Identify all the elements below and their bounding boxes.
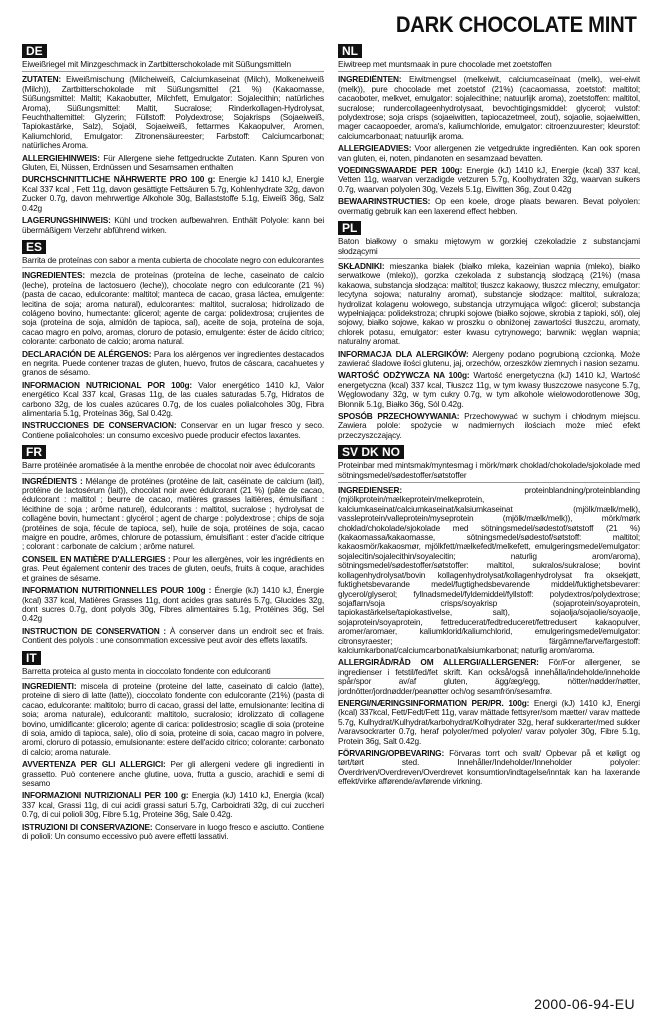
storage-text-it: Conservare in luogo fresco e asciutto. Contiene di polioli: Un consumo eccessivo può avere effetti lassativi. <box>22 821 325 842</box>
ingredients-heading-es: INGREDIENTES: <box>22 270 86 281</box>
nutrition-text-es: Valor energético 1410 kJ, Valor energético Kcal 337 kcal, Grasas 11g, de las cuales saturadas 5.7g, Hidratos de carbono 32g, de los cuales azúcares 0.7g, de los cuales polialcoholes 30g, Fibra alimentaria 5.1g, Proteínas 36g, Sal 0.42g. <box>22 379 324 418</box>
language-tag-sv-dk-no: SV DK NO <box>338 445 404 459</box>
storage-heading-nl: BEWAARINSTRUCTIES: <box>338 196 431 207</box>
allergy-heading-sv-dk-no: ALLERGIRÅD/RÅD OM ALLERGI/ALLERGENER: <box>338 657 539 668</box>
ingredients-de <box>22 75 324 150</box>
language-tag-it: IT <box>22 651 41 665</box>
allergy-heading-pl: INFORMACJA DLA ALERGIKÓW: <box>338 348 469 359</box>
intro-fr: Barre protéinée aromatisée à la menthe enrobée de chocolat noir avec édulcorants <box>22 461 324 473</box>
nutrition-text-nl: Energie (kJ) 1410 kJ, Energie (kcal) 337 kcal, Vetten 11g, waarvan verzadigde vetzuren 5.7g, Koolhydraten 32g, waarvan suikers 0.7g, waarvan polyolen 30g, Vezels 5.1g, Eiwitten 36g, Zout 0.42g <box>338 165 641 194</box>
allergy-heading-it: AVVERTENZA PER GLI ALLERGICI: <box>22 759 166 770</box>
nutrition-heading-it: INFORMAZIONI NUTRIZIONALI PER 100 g: <box>22 790 189 801</box>
language-tag-es: ES <box>22 240 46 254</box>
storage-pl <box>338 412 640 440</box>
nutrition-text-de: Energie kJ 1410 kJ, Energie Kcal 337 kcal , Fett 11g, davon gesättigte Fettsäuren 5.7g, Kohlenhydrate 32g, davon Zucker 0.7g, davon mehrwertige Alkohole 30g, Ballaststoffe 5.1g, Eiweiß 36g, Salz 0.42g <box>22 174 324 213</box>
ingredients-heading-de: ZUTATEN: <box>22 74 62 85</box>
intro-de: Eiweißriegel mit Minzgeschmack in Zartbitterschokolade mit Süßungsmitteln <box>22 60 324 72</box>
storage-heading-pl: SPOSÓB PRZECHOWYWANIA: <box>338 411 460 421</box>
nutrition-it <box>22 791 324 819</box>
ingredients-heading-it: INGREDIENTI: <box>22 680 77 691</box>
storage-text-pl: Przechowywać w suchym i chłodnym miejscu. Zawiera polole: spożycie w nadmiernych ilościach może mieć efekt przeczyszczający. <box>338 411 640 440</box>
nutrition-heading-pl: WARTOŚĆ ODŻYWCZA NA 100g: <box>338 370 470 381</box>
intro-es: Barrita de proteínas con sabor a menta cubierta de chocolate negro con edulcorantes <box>22 256 324 268</box>
ingredients-text-es: mezcla de proteínas (proteína de leche, caseinato de calcio (leche), proteína de lactosuero (leche)), chocolate negro con edulcorante (21 %) (pasta de cacao, edulcorante: maltitol; manteca de cacao, grasa láctea, emulgente: lecitina de soja; aroma natural), edulcorantes: maltitol, sucralosa; hidrolizado de colágeno bovino, humectante: glicerol; agente de carga: polidextrosa; crujientes de soja (proteína de soja, almidón de tapioca, sal), aceite de soja, proteína de soja, cacao magro en polvo, aromas, cloruro de potasio, emulgente: éster de ácido cítrico; colorante: carbonato de calcio; aroma natural. <box>22 270 324 347</box>
nutrition-heading-es: INFORMACION NUTRICIONAL POR 100g: <box>22 379 193 390</box>
nutrition-text-pl: Wartość energetyczna (kJ) 1410 kJ, Wartość energetyczna (kcal) 337 kcal, Tłuszcz 11g, w tym kwasy tłuszczowe nasycone 5.7g, Węglowodany 32g, w tym cukry 0.7g, w tym alkohole wielowodorotlenowe 30g, Błonnik 5.1g, Białko 36g, Sól 0.42g. <box>338 370 641 409</box>
storage-de <box>22 216 324 235</box>
nutrition-heading-nl: VOEDINGSWAARDE PER 100g: <box>338 165 463 176</box>
nutrition-text-fr: Énergie (kJ) 1410 kJ, Énergie (kcal) 337 kcal, Matières Grasses 11g, dont acides gras saturés 5.7g, Glucides 32g, dont sucres 0.7g, dont polyols 30g, Fibres alimentaires 5.1g, Protéines 36g, Sel 0.42g <box>22 585 324 624</box>
nutrition-fr <box>22 586 324 624</box>
allergy-heading-de: ALLERGIEHINWEIS: <box>22 152 100 163</box>
storage-heading-sv-dk-no: FÖRVARING/OPBEVARING: <box>338 748 445 758</box>
storage-fr <box>22 627 324 646</box>
nutrition-text-sv-dk-no: Energi (kJ) 1410 kJ, Energi (kcal) 337kcal, Fett/Fedt/Fett 11g, varav mättade fettsyrer/som mætter/ varav mattede 5.7g, Kulhydrat/Kulhydrat/karbohydrat/Kolhydrater 32g, heraf sukkerarter/med sukker /varavsockrarter 0.7g, heraf polyoler/med polyoler/ varav polyoler 30g, Fibre 5.1g, Protein 36g, Salt 0.42g. <box>338 697 640 746</box>
section-pl <box>338 219 640 440</box>
allergy-text-pl: Alergeny podano pogrubioną czcionką. Może zawierać śladowe ilości glutenu, jaj, orzechów, orzeszków ziemnych i nasion sezamu. <box>338 348 640 368</box>
intro-pl: Baton białkowy o smaku miętowym w gorzkiej czekoladzie z substancjami słodzącymi <box>338 237 640 259</box>
storage-text-sv-dk-no: Förvaras torrt och svalt/ Opbevar på et køligt og tørt/tørt sted. Innehåller/Indeholder/Inneholder polyoler: Överdriven/Overdreven/Overdrevet konsumtion/indtagelse/inntak kan ha laxerande effekt/virke afførende/avførende virkning. <box>338 748 641 787</box>
nutrition-text-it: Energia (kJ) 1410 kJ, Energia (kcal) 337 kcal, Grassi 11g, di cui acidi grassi saturi 5.7g, Carboidrati 32g, di cui zuccheri 0.7g, di cui polioli 30g, Fibre 5.1g, Proteine 36g, Sale 0.42g. <box>22 790 325 820</box>
nutrition-heading-sv-dk-no: ENERGI/NÆRINGSINFORMATION PER/PR. 100g: <box>338 697 530 708</box>
nutrition-pl <box>338 371 640 409</box>
nutrition-nl <box>338 166 640 194</box>
section-it <box>22 649 324 842</box>
ingredients-pl <box>338 262 640 347</box>
ingredients-sv-dk-no <box>338 486 640 655</box>
right-column <box>338 42 640 790</box>
storage-text-nl: Op een koele, droge plaats bewaren. Bevat polyolen: overmatig gebruik kan een laxerend effect hebben. <box>338 196 640 216</box>
ingredients-heading-nl: INGREDIËNTEN: <box>338 74 402 85</box>
storage-heading-es: INSTRUCCIONES DE CONSERVACION: <box>22 420 177 431</box>
storage-sv-dk-no <box>338 749 640 787</box>
allergy-text-es: Para los alérgenos ver ingredientes destacados en negrita. Puede contener trazas de gluten, huevo, frutos de cáscara, cacahuetes y granos de sésamo. <box>22 348 324 378</box>
allergy-nl <box>338 144 640 163</box>
ingredients-heading-pl: SKŁADNIKI: <box>338 260 385 271</box>
language-tag-nl: NL <box>338 44 362 58</box>
nutrition-heading-de: DURCHSCHNITTLICHE NÄHRWERTE PRO 100 g: <box>22 174 216 185</box>
storage-text-es: Conservar en un lugar fresco y seco. Contiene polialcoholes: un consumo excesivo puede producir efectos laxantes. <box>22 420 325 440</box>
nutrition-es <box>22 381 324 419</box>
allergy-text-nl: Voor allergenen zie vetgedrukte ingrediënten. Kan ook sporen van gluten, ei, noten, pindanoten en sesamzaad bevatten. <box>338 143 640 163</box>
nutrition-de <box>22 175 324 213</box>
ingredients-fr <box>22 477 324 552</box>
allergy-es <box>22 350 324 378</box>
section-sv-dk-no <box>338 443 640 786</box>
intro-it: Barretta proteica al gusto menta in cioccolato fondente con edulcoranti <box>22 667 324 679</box>
nutrition-heading-fr: INFORMATION NUTRITIONNELLES POUR 100g : <box>22 585 212 596</box>
ingredients-text-nl: Eiwitmengsel (melkeiwit, calciumcaseïnaat (melk), wei-eiwit (melk)), pure chocolade met zoetstof (21%) (cacaomassa, zoetstof: maltitol; cacaoboter, melkvet, emulgator: sojalecithine; natuurlijk aroma), zoetstoffen: maltitol, sucralose; rundercollageenhydrolysaat, bevochtigingsmiddel: glycerol; vulstof: polydextrose; soja crisps (sojaeiwitten, tapiocazetmeel, zout), sojaolie, sojaeiwitten, mager cacaopoeder, aroma's, kaliumchloride, emulgator: citroenzuurester; kleurstof: calciumcarbonaat; natuurlijk aroma. <box>338 74 640 141</box>
allergy-sv-dk-no <box>338 658 640 696</box>
allergy-text-fr: Pour les allergènes, voir les ingrédients en gras. Peut également contenir des traces de gluten, oeufs, fruits à coque, arachides et graines de sésame. <box>22 553 325 583</box>
allergy-pl <box>338 350 640 369</box>
ingredients-heading-sv-dk-no: INGREDIENSER: <box>338 485 402 496</box>
allergy-heading-nl: ALLERGIEADVIES: <box>338 143 412 154</box>
storage-es <box>22 421 324 440</box>
language-tag-fr: FR <box>22 445 46 459</box>
ingredients-text-de: Eiweißmischung (Milcheiweiß, Calciumkaseinat (Milch), Molkeneiweiß (Milch)), Zartbitterschokolade mit Süßungsmittel (21 %) (Kakaomasse, Süßungsmittel: Maltit; Kakaobutter, Milchfett, Emulgator: Sojalecithin; natürliches Aroma), Süßungsmittel: Maltit, Sucralose; Rinderkollagen-Hydrolysat, Feuchthaltemittel: Glyzerin; Füllstoff: Polydextrose; Sojakrisps (Sojaeiweiß, Tapiokastärke, Salz), Sojaöl, Sojaeiweiß, fettarmes Kakaopulver, Aromen, Kaliumchlorid, Emulgator: Zitronensäureester; Farbstoff: Calciumcarbonat; natürliches Aroma. <box>22 74 324 151</box>
language-tag-pl: PL <box>338 221 361 235</box>
section-de <box>22 42 324 235</box>
ingredients-text-fr: Mélange de protéines (protéine de lait, caséinate de calcium (lait), protéine de lactosérum (lait)), chocolat noir avec édulcorant (21 %) (pâte de cacao, édulcorant : maltitol ; beurre de cacao, matières grasses laitières, émulsifiant : lécithine de soja ; arôme naturel), édulcorants : maltitol, sucralose ; hydrolysat de collagène bovin, humectant : glycérol ; agent de charge : polydextrose ; chips de soja (protéines de soja, fécule de tapioca, sel), huile de soja, protéines de soja, cacao maigre en poudre, arômes, chlorure de potassium, émulsifiant : ester d'acide citrique ; colorant : carbonate de calcium ; arôme naturel. <box>22 475 324 552</box>
ingredients-text-pl: mieszanka białek (białko mleka, kazeinian wapnia (mleko), białko serwatkowe (mleko)), gorzka czekolada z substancją słodzącą (21%) (masa kakaowa, substancja słodząca: maltitol; tłuszcz kakaowy, tłuszcz mleczny, emulgator: lecytyna sojowa; naturalny aromat), substancje słodzące: maltitol, sukraloza; hydrolizat kolagenu wołowego, substancja utrzymująca wilgoć: glicerol; substancja wypełniająca: polidekstroza; chrupki sojowe (białko sojowe, skrobia z tapioki, sól), olej sojowy, białko sojowe, kakao w proszku o obniżonej zawartości tłuszczu, aromaty, chlorek potasu, emulgator: ester kwasu cytrynowego; barwnik: węglan wapnia; naturalny aromat. <box>338 260 640 347</box>
ingredients-text-it: miscela di proteine (proteine del latte, caseinato di calcio (latte), proteine di siero di latte (latte)), cioccolato fondente con edulcorante (21%) (pasta di cacao, edulcorante: maltitolo; burro di cacao, grassi del latte, emulsionante: lecitina di soia; aroma naturale), edulcoranti: maltitolo, sucralosio; idrolizzato di collagene bovino, umidificante: glicerolo; agente di carica: polidestrosio; scaglie di soia (proteine di soia, amido di tapioca, sale), olio di soia, proteine di soia, cacao magro in polvere, aromi, cloruro di potassio, emulsionante: estere dell'acido citrico; colorante: carbonato di calcio; aroma naturale. <box>22 680 325 757</box>
ingredients-it <box>22 682 324 757</box>
storage-nl <box>338 197 640 216</box>
nutrition-sv-dk-no <box>338 699 640 746</box>
storage-text-de: Kühl und trocken aufbewahren. Enthält Polyole: kann bei übermäßigem Verzehr abführend wirken. <box>22 215 325 235</box>
ingredients-heading-fr: INGRÉDIENTS : <box>22 475 83 486</box>
ingredients-nl <box>338 75 640 141</box>
storage-text-fr: À conserver dans un endroit sec et frais. Contient des polyols : une consommation excessive peut avoir des effets laxatifs. <box>22 625 324 646</box>
intro-sv-dk-no: Proteinbar med mintsmak/myntesmag i mörk/mørk choklad/chokolade/sjokolade med sötningsmedel/sødestoffer/søtstoffer <box>338 461 640 483</box>
section-fr <box>22 443 324 645</box>
storage-heading-fr: INSTRUCTION DE CONSERVATION : <box>22 625 167 636</box>
product-code: 2000-06-94-EU <box>534 996 635 1012</box>
storage-heading-it: ISTRUZIONI DI CONSERVAZIONE: <box>22 821 153 832</box>
storage-it <box>22 823 324 842</box>
section-es <box>22 238 324 440</box>
storage-heading-de: LAGERUNGSHINWEIS: <box>22 215 111 226</box>
ingredients-text-sv-dk-no: proteinblandning/proteinblanding (mjölkprotein/mælkeprotein/melkeprotein, kalciumkaseinat/calciumkaseinat/kalsiumkaseinat (mjölk/mælk/melk), vassleprotein/valleprotein/myseprotein (mjölk/mælk/melk)), mörk/mørk choklad/chokolade/sjokolade med sötningsmedel/sødestof/søtstoff (21 %) (kakaomassa/kakaomasse, sötningsmedel/sødestof/søtstoff: maltitol; kakaosmör/kakaosmør, mjölkfett/mælkefedt/melkefett, emulgeringsmedel/emulgator: sojalecitin/sojalecithin/soyalecitin; naturlig arom/aroma), sötningsmedel/sødestoffer/søtstoffer: maltitol, sukralos/sukralose; bovint kollagenhydrolysat/bovin kollagenhydrolysat/kollagenhydrolysat fra oksekjøtt, fuktighetsbevarande medel/fugtighedsbevarende middel/fuktighetsbevarer: glycerol/glyserol; fyllnadsmedel/fyldemiddel/fyllstoff: polydextros/polydextrose; sojaflarn/soja crisps/soyakrisp (sojaprotein/soyaprotein, tapiokastärkelse/tapiokastivelse, salt), sojaolja/sojaolie/soyaolje, sojaprotein/soyaprotein, fettreducerat/fedtreduceret/fettredusert kakaopulver, aromer/aromaer, kaliumklorid/kaliumchlorid, emulgeringsmedel/emulgator: citronsyraester; färgämne/farve/fargestoff: kalciumkarbonat/calciumcarbonat/kalsiumkarbonat; naturlig arom/aroma. <box>338 485 640 655</box>
language-tag-de: DE <box>22 44 47 58</box>
allergy-text-it: Per gli allergeni vedere gli ingredienti in grassetto. Può contenere anche glutine, uova, frutta a guscio, arachidi e semi di sesamo <box>22 759 325 788</box>
product-title: DARK CHOCOLATE MINT <box>396 12 637 37</box>
allergy-heading-es: DECLARACIÓN DE ALÉRGENOS: <box>22 348 152 359</box>
allergy-text-de: Für Allergene siehe fettgedruckte Zutaten. Kann Spuren von Gluten, Ei, Nüssen, Erdnüssen und Sesamsamen enthalten <box>22 152 325 173</box>
allergy-heading-fr: CONSEIL EN MATIÈRE D'ALLERGIES : <box>22 553 171 564</box>
allergy-de <box>22 154 324 173</box>
left-column <box>22 42 324 844</box>
section-nl <box>338 42 640 216</box>
allergy-it <box>22 760 324 788</box>
allergy-fr <box>22 555 324 583</box>
allergy-text-sv-dk-no: För/For allergener, se ingredienser i fetstil/fed/fet skrift. Kan också/også innehålla/indeholde/inneholde spår/spor av/af gluten, ägg/æg/egg, nötter/nødder/nøtter, jordnötter/jordnødder/peanøtter och/og sesamfrön/sesamfrø. <box>338 657 640 696</box>
ingredients-es <box>22 271 324 346</box>
intro-nl: Eiwitreep met muntsmaak in pure chocolade met zoetstoffen <box>338 60 640 72</box>
